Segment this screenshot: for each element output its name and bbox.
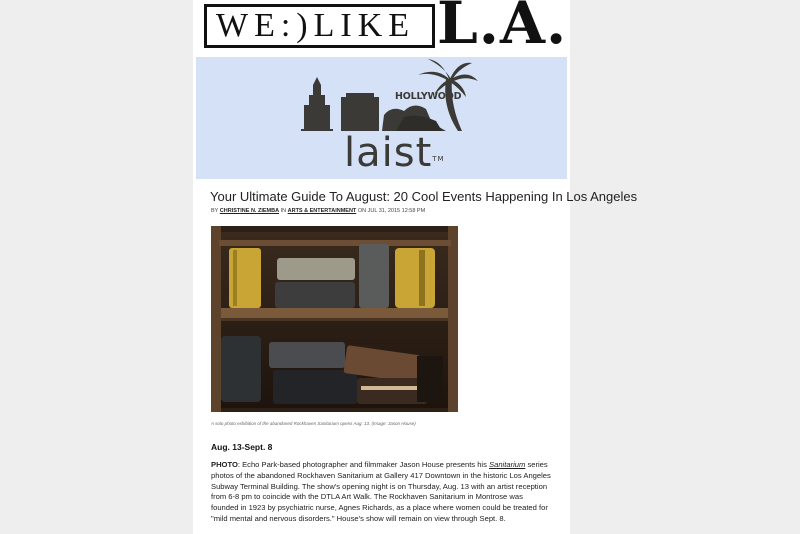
article-photo (211, 226, 458, 412)
byline (211, 208, 425, 214)
author-link[interactable]: CHRISTINE N. ZIEMBA (219, 208, 280, 214)
article-page (193, 0, 638, 534)
we-like-la-logo-left: WE:)LIKE (204, 4, 435, 48)
event-date: Aug. 13-Sept. 8 (211, 442, 273, 452)
sanitarium-link[interactable]: Sanitarium (489, 460, 526, 469)
trademark: TM (432, 155, 445, 163)
hollywood-sign: HOLLYWOOD (395, 91, 462, 102)
body-text-post: series photos of the abandoned Rockhaven Sanitarium at Gallery 417 Downtown in the historic Los Angeles Subway Terminal Building. The show's opening night is on Thursday, Aug. 13 with an artist reception from 6-8 pm to coincide with the DTLA Art Walk. The Rockhaven Sanitarium in Montrose was founded in 1923 by psychiatric nurse, Agnes Richards, as a place where women could be treated for "mild mental and nervous disorders." House's show will remain on view through Sept. 8. (211, 460, 551, 523)
body-text-pre: : Echo Park-based photographer and filmmaker Jason House presents his (237, 460, 490, 469)
laist-wordmark-text: laist (344, 130, 433, 176)
we-like-la-banner[interactable] (201, 0, 566, 56)
event-description (211, 460, 551, 525)
category-link[interactable]: ARTS & ENTERTAINMENT (287, 208, 357, 214)
we-like-la-logo-right: L.A. (437, 0, 568, 57)
photo-label: PHOTO (211, 460, 238, 469)
byline-date: ON JUL 31, 2015 12:58 PM (357, 208, 426, 214)
byline-by: BY (211, 208, 219, 214)
laist-banner[interactable] (196, 57, 567, 179)
article-title[interactable]: Your Ultimate Guide To August: 20 Cool Events Happening In Los Angeles (210, 189, 638, 204)
suitcases-image (211, 226, 458, 412)
byline-in: IN (280, 208, 287, 214)
photo-caption: A solo photo exhibition of the abandoned Rockhaven Sanitarium opens Aug. 13. (Image: Jason House) (211, 421, 416, 426)
laist-wordmark (344, 131, 445, 175)
